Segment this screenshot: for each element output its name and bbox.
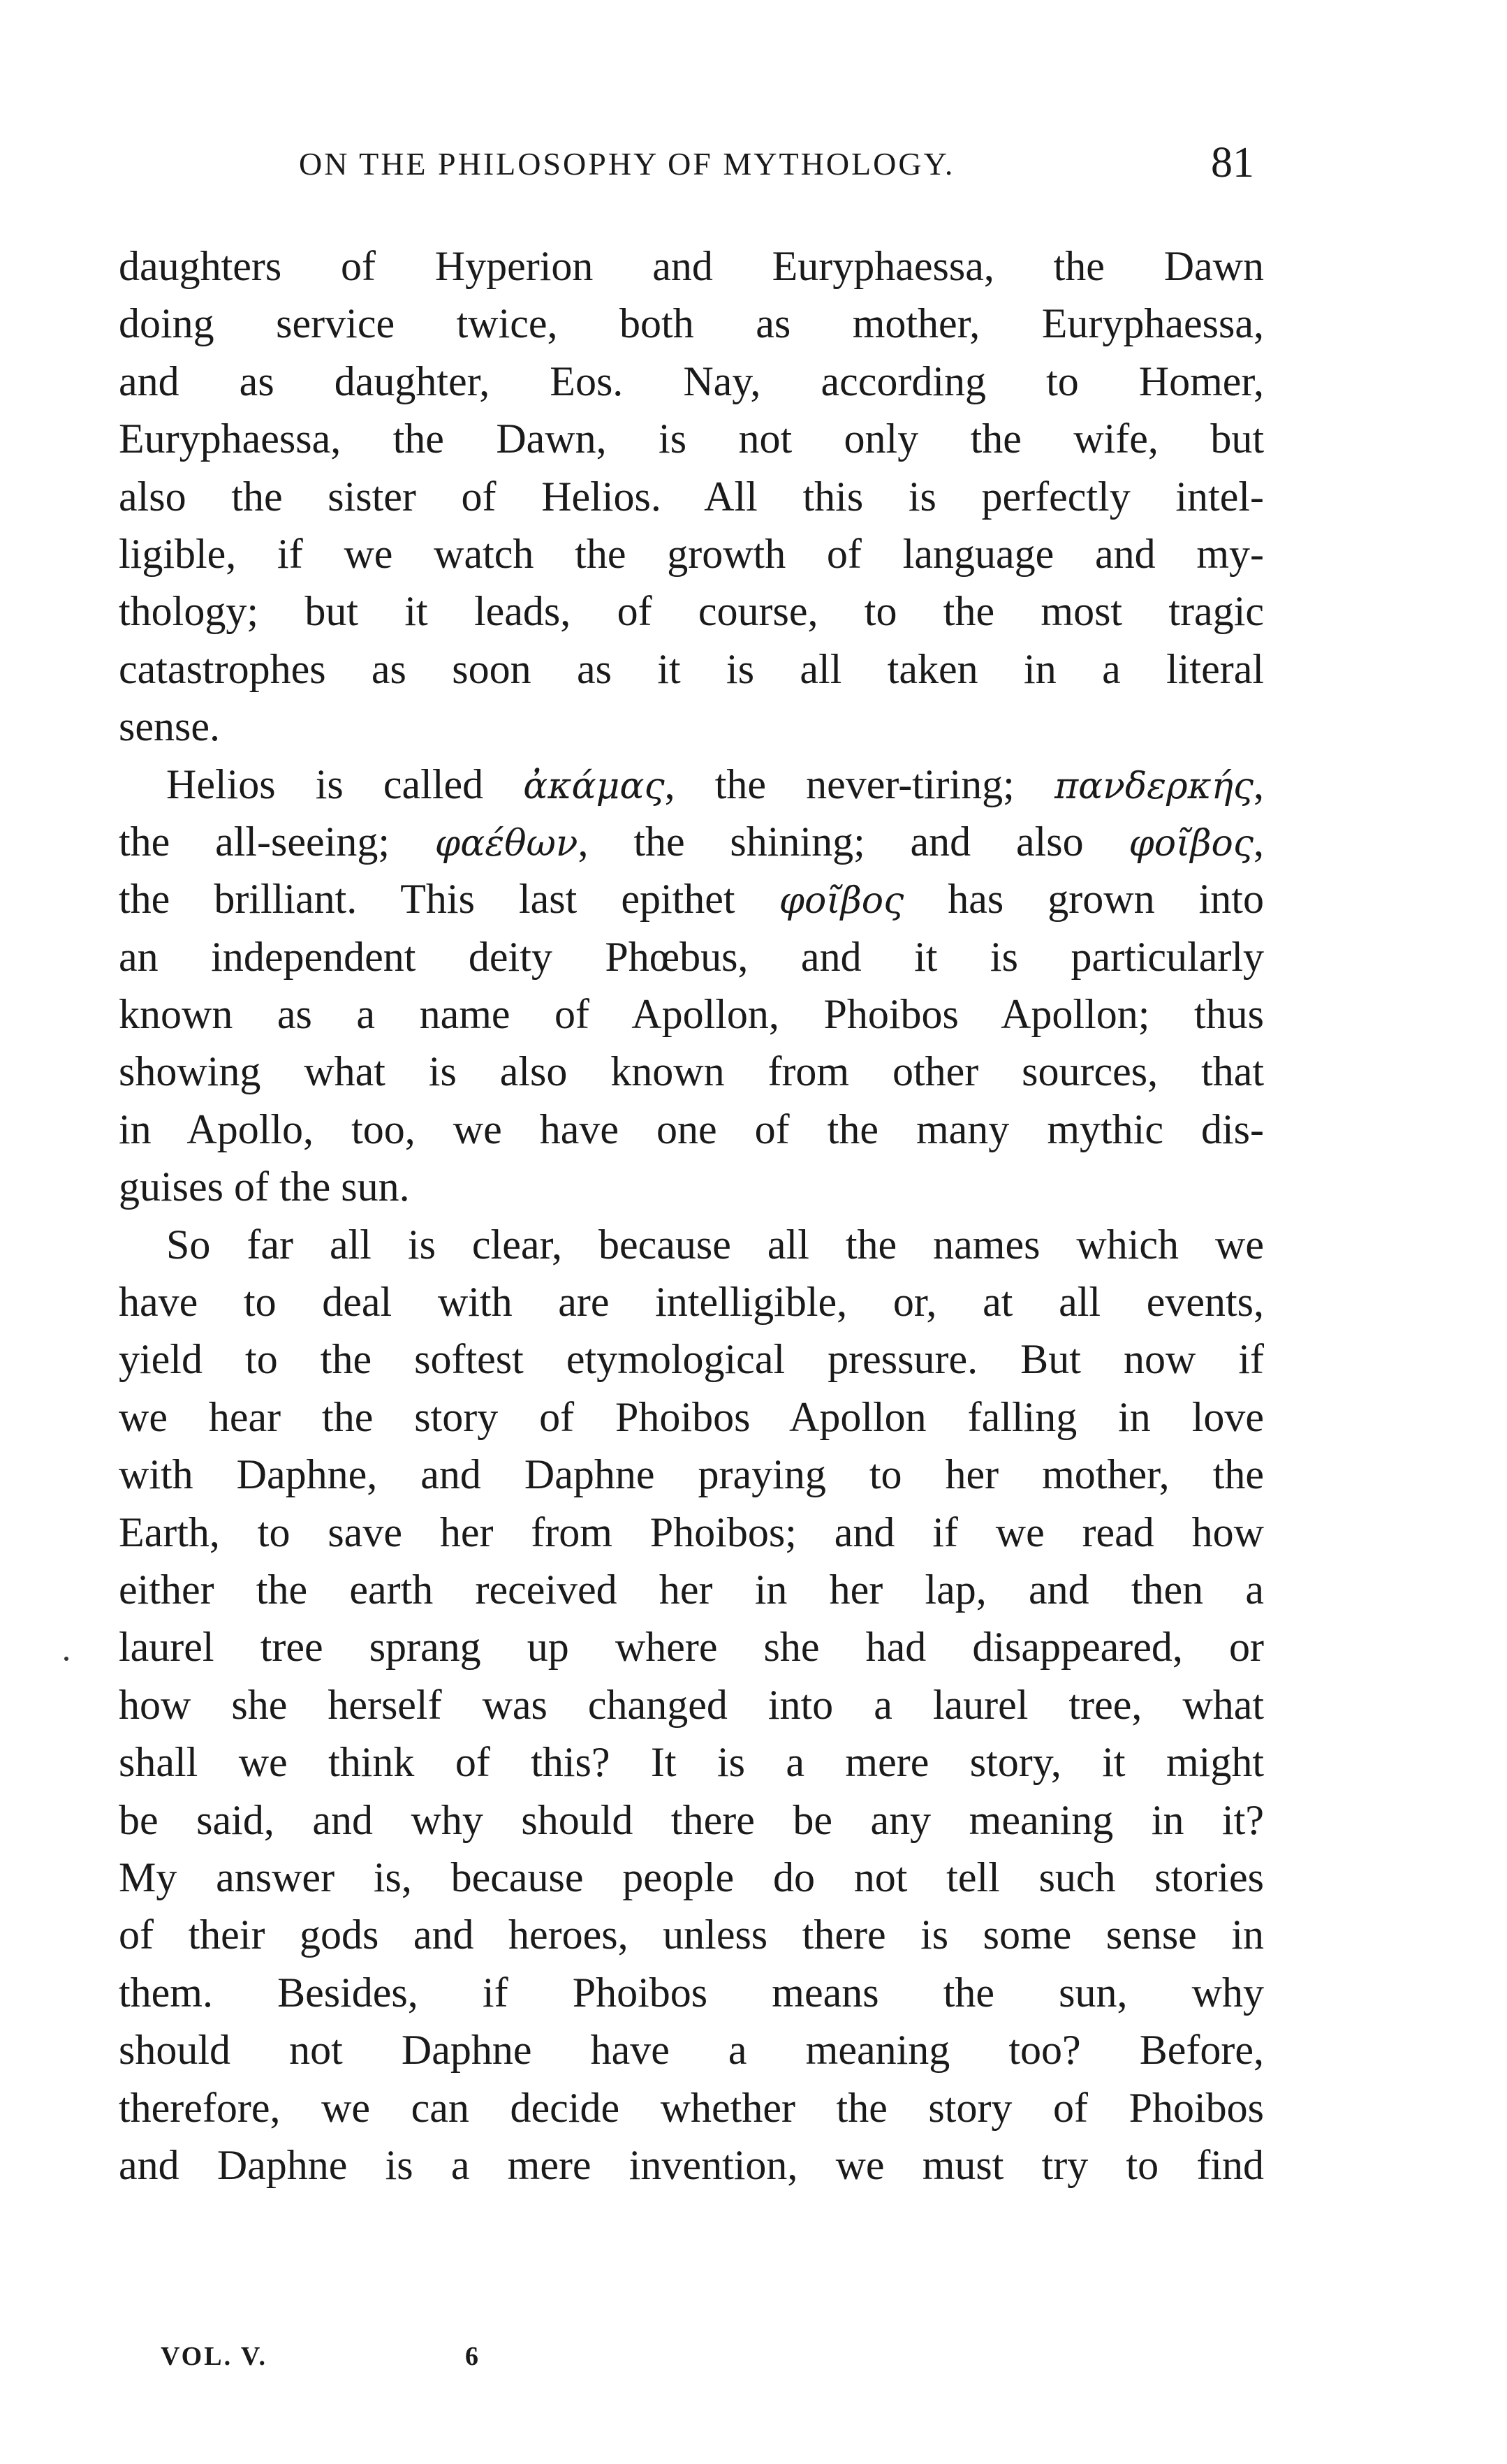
text-line: have to deal with are intelligible, or, at all events, (119, 1279, 1264, 1326)
text-line: catastrophes as soon as it is all taken in a literal (119, 645, 1264, 692)
text-line: be said, and why should there be any meaning in it? (119, 1796, 1264, 1843)
text-line: yield to the softest etymological pressure. But now if (119, 1336, 1264, 1383)
running-title: ON THE PHILOSOPHY OF MYTHOLOGY. (299, 146, 955, 182)
text-line: an independent deity Phœbus, and it is particularly (119, 933, 1264, 980)
volume-signature: VOL. V. (161, 2342, 267, 2371)
text-line: therefore, we can decide whether the story of Phoibos (119, 2084, 1264, 2131)
text-line: showing what is also known from other sources, that (119, 1048, 1264, 1095)
text-line: we hear the story of Phoibos Apollon falling in love (119, 1393, 1264, 1440)
text-line-with-greek (119, 756, 1264, 813)
text-line: should not Daphne have a meaning too? Before, (119, 2027, 1264, 2074)
text-line: how she herself was changed into a laurel tree, what (119, 1681, 1264, 1728)
text-line: Earth, to save her from Phoibos; and if we read how (119, 1509, 1264, 1555)
text-segment: , (1254, 761, 1265, 807)
text-segment: , the shining; and also (578, 818, 1129, 865)
text-line: shall we think of this? It is a mere story, it might (119, 1739, 1264, 1786)
page-number: 81 (1211, 139, 1254, 186)
text-line: laurel tree sprang up where she had disappeared, or (119, 1624, 1264, 1671)
text-line-with-greek (119, 870, 1264, 927)
text-line: ligible, if we watch the growth of language and my- (119, 530, 1264, 577)
text-line-with-greek (119, 813, 1264, 870)
text-line: doing service twice, both as mother, Euryphaessa, (119, 300, 1264, 347)
greek-word: ἀκάμας (523, 765, 665, 807)
margin-speck (64, 1657, 68, 1661)
text-line: them. Besides, if Phoibos means the sun, why (119, 1969, 1264, 2016)
text-line: with Daphne, and Daphne praying to her mother, the (119, 1451, 1264, 1498)
text-line: known as a name of Apollon, Phoibos Apollon; thus (119, 991, 1264, 1038)
text-segment: the brilliant. This last epithet (119, 876, 779, 923)
text-line: and as daughter, Eos. Nay, according to Homer, (119, 358, 1264, 404)
text-line: sense. (119, 703, 220, 750)
text-line: either the earth received her in her lap, and then a (119, 1566, 1264, 1613)
greek-word: φοῖβος (1129, 822, 1254, 865)
greek-word: φοῖβος (779, 880, 904, 923)
signature-footer (161, 2341, 649, 2383)
greek-word: φαέθων (434, 822, 578, 865)
text-line: So far all is clear, because all the names which we (166, 1221, 1264, 1268)
text-line: also the sister of Helios. All this is perfectly intel- (119, 473, 1264, 520)
text-segment: has grown into (904, 876, 1264, 923)
text-line: thology; but it leads, of course, to the most tragic (119, 588, 1264, 635)
text-line: guises of the sun. (119, 1164, 410, 1210)
running-head (119, 138, 1264, 194)
body-text (119, 237, 1264, 2194)
greek-word: πανδερκής (1054, 765, 1254, 807)
text-segment: , (1254, 818, 1264, 865)
text-line: of their gods and heroes, unless there is some sense in (119, 1912, 1264, 1958)
text-line: My answer is, because people do not tell such stories (119, 1854, 1264, 1900)
text-line: Euryphaessa, the Dawn, is not only the wife, but (119, 416, 1264, 462)
signature-number: 6 (465, 2342, 480, 2371)
text-line: in Apollo, too, we have one of the many mythic dis- (119, 1106, 1264, 1152)
text-segment: the all-seeing; (119, 818, 435, 865)
text-segment: Helios is called (166, 761, 524, 807)
text-line: and Daphne is a mere invention, we must try to find (119, 2141, 1264, 2188)
text-line: daughters of Hyperion and Euryphaessa, the Dawn (119, 243, 1264, 289)
text-segment: , the never-tiring; (664, 761, 1054, 807)
